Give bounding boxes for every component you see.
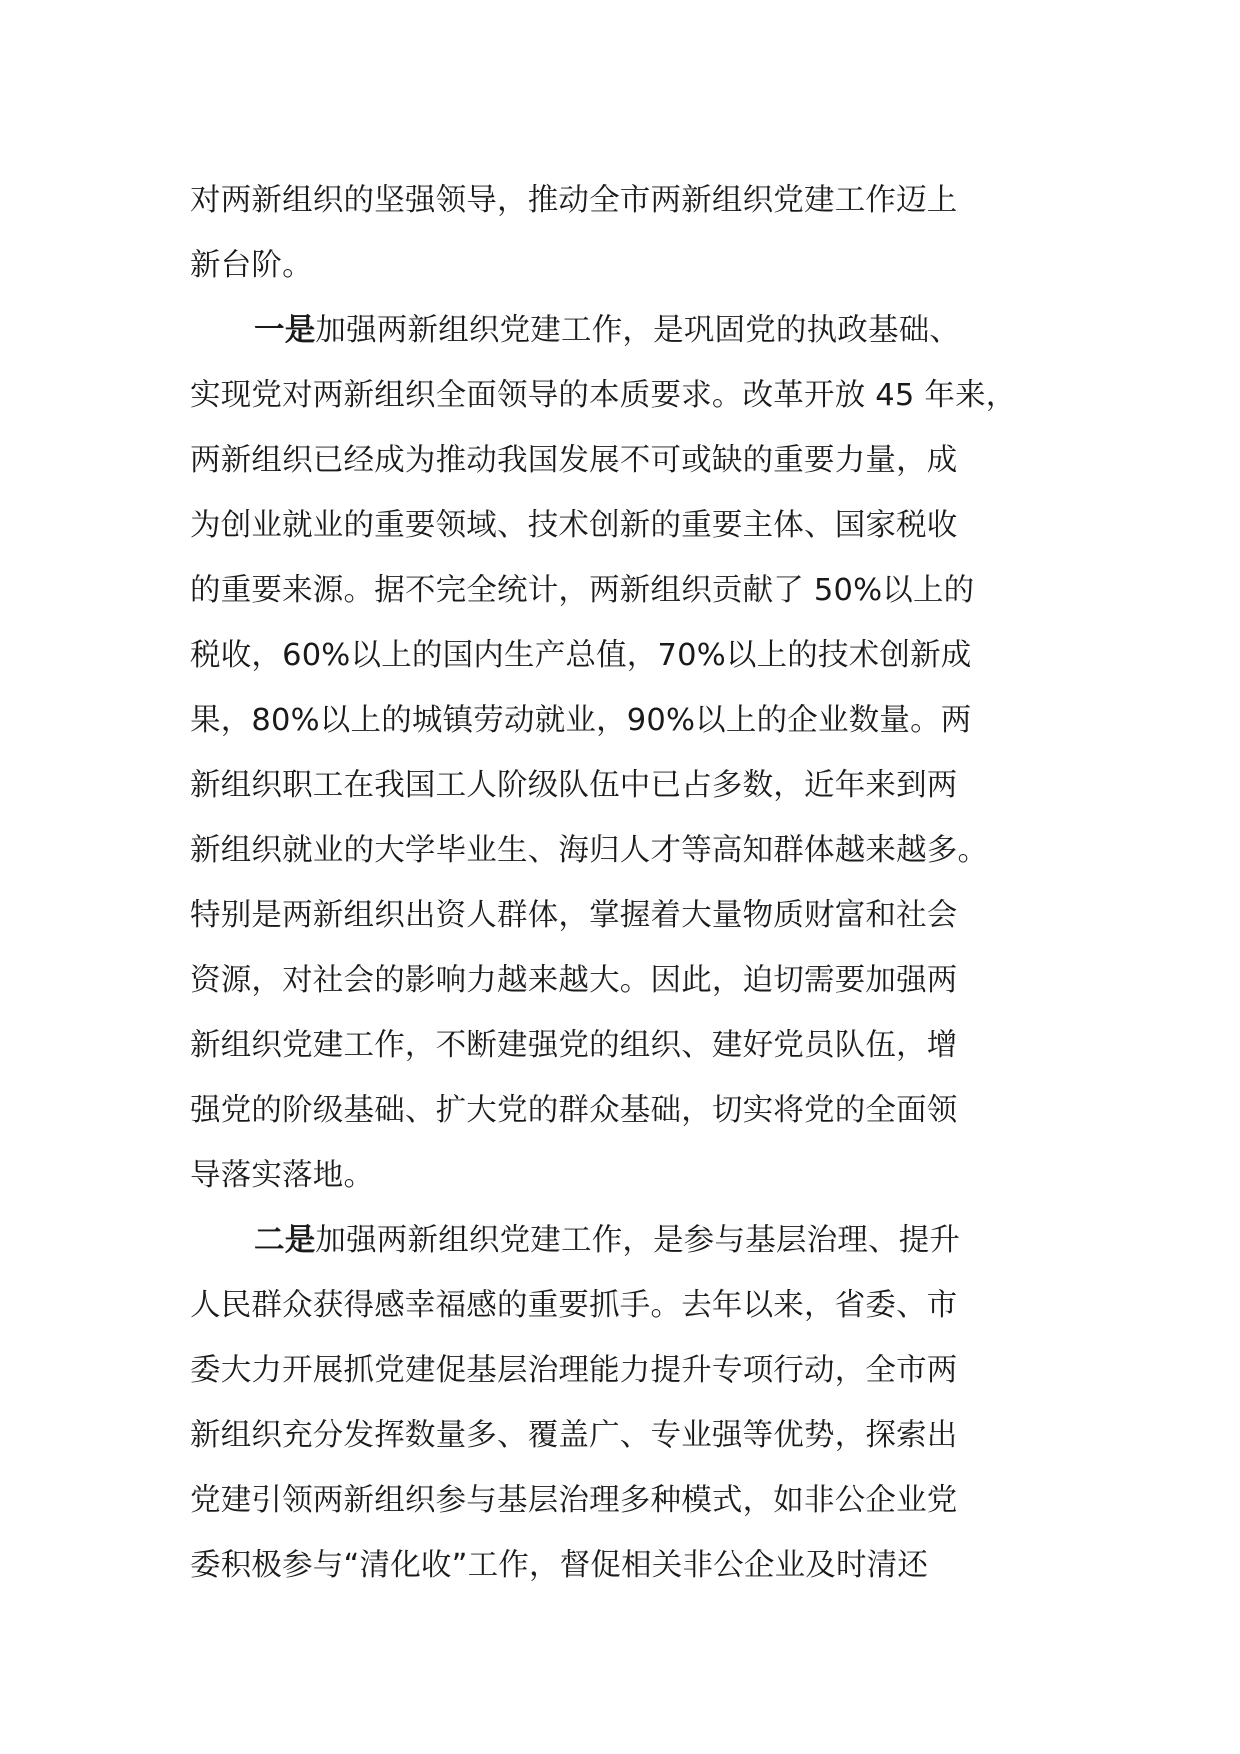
point-one-line: 两新组织已经成为推动我国发展不可或缺的重要力量，成: [190, 443, 958, 478]
point-two-lead: 二是: [254, 1223, 316, 1258]
point-one-line: 新组织就业的大学毕业生、海归人才等高知群体越来越多。: [190, 833, 989, 868]
point-one-line: 新组织职工在我国工人阶级队伍中已占多数，近年来到两: [190, 768, 958, 803]
intro-line-2: 新台阶。: [190, 248, 313, 283]
point-two-line: 党建引领两新组织参与基层治理多种模式，如非公企业党: [190, 1483, 958, 1518]
point-one-line: 为创业就业的重要领域、技术创新的重要主体、国家税收: [190, 508, 958, 543]
point-one-line: 特别是两新组织出资人群体，掌握着大量物质财富和社会: [190, 898, 958, 933]
point-one-line: 强党的阶级基础、扩大党的群众基础，切实将党的全面领: [190, 1093, 958, 1128]
point-one-line: 导落实落地。: [190, 1158, 375, 1193]
point-one-line: 税收，60%以上的国内生产总值，70%以上的技术创新成: [190, 638, 972, 673]
point-one-line: 资源，对社会的影响力越来越大。因此，迫切需要加强两: [190, 963, 958, 998]
point-one-line: 的重要来源。据不完全统计，两新组织贡献了 50%以上的: [190, 573, 975, 608]
point-one-first-text: 加强两新组织党建工作，是巩固党的执政基础、: [315, 313, 961, 348]
point-one-lead: 一是: [254, 313, 316, 348]
point-two-line: 委积极参与“清化收”工作，督促相关非公企业及时清还: [190, 1548, 929, 1583]
intro-line-1: 对两新组织的坚强领导，推动全市两新组织党建工作迈上: [190, 183, 958, 218]
point-two-first-text: 加强两新组织党建工作，是参与基层治理、提升: [315, 1223, 961, 1258]
point-two-line: 新组织充分发挥数量多、覆盖广、专业强等优势，探索出: [190, 1418, 958, 1453]
body-text: [190, 168, 1090, 1598]
point-one-line: 实现党对两新组织全面领导的本质要求。改革开放 45 年来，: [190, 378, 1017, 413]
point-two-line: 人民群众获得感幸福感的重要抓手。去年以来，省委、市: [190, 1288, 958, 1323]
point-one-line: 新组织党建工作，不断建强党的组织、建好党员队伍，增: [190, 1028, 958, 1063]
point-one-first-line: [190, 298, 1090, 363]
point-two-line: 委大力开展抓党建促基层治理能力提升专项行动，全市两: [190, 1353, 958, 1388]
point-one-line: 果，80%以上的城镇劳动就业，90%以上的企业数量。两: [190, 703, 972, 738]
point-two-first-line: [190, 1208, 1090, 1273]
